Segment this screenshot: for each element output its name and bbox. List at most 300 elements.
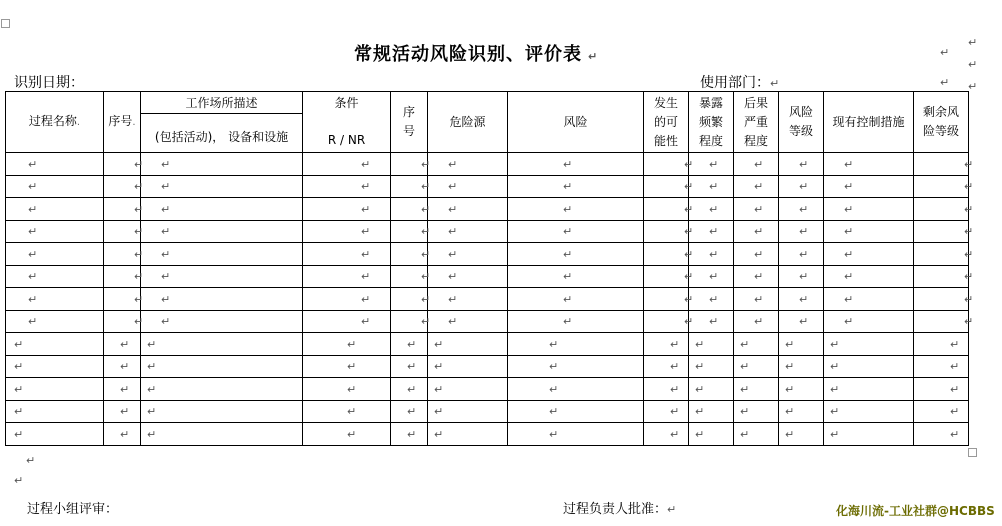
table-cell[interactable] [428, 423, 508, 446]
table-cell[interactable] [689, 378, 734, 401]
table-cell[interactable] [508, 153, 644, 176]
table-cell[interactable] [6, 423, 104, 446]
table-cell[interactable] [734, 220, 779, 243]
table-cell[interactable] [428, 355, 508, 378]
cell-paragraph-mark: ↵ [28, 270, 38, 284]
table-cell[interactable] [734, 265, 779, 288]
table-cell[interactable] [6, 378, 104, 401]
table-cell[interactable] [734, 198, 779, 221]
table-cell[interactable] [914, 400, 969, 423]
table-cell[interactable] [6, 333, 104, 356]
table-cell[interactable] [824, 153, 914, 176]
table-cell[interactable] [734, 243, 779, 266]
table-cell[interactable] [141, 355, 303, 378]
cell-paragraph-mark: ↵ [950, 405, 960, 419]
cell-paragraph-mark: ↵ [421, 202, 431, 216]
approver-label: 过程负责人批准：↵ [563, 502, 677, 517]
table-cell[interactable] [689, 400, 734, 423]
table-cell[interactable] [428, 378, 508, 401]
table-cell[interactable] [824, 288, 914, 311]
table-cell[interactable] [303, 355, 391, 378]
cell-paragraph-mark: ↵ [670, 405, 680, 419]
cell-paragraph-mark: ↵ [563, 315, 573, 329]
identify-date-label: 识别日期： [14, 75, 84, 91]
paragraph-mark: ↵ [968, 58, 978, 71]
cell-paragraph-mark: ↵ [120, 427, 130, 441]
table-cell[interactable] [644, 355, 689, 378]
header-likelihood: 发生 的可 能性 [644, 92, 689, 153]
cell-paragraph-mark: ↵ [844, 292, 854, 306]
cell-paragraph-mark: ↵ [134, 157, 144, 171]
table-cell[interactable] [104, 153, 144, 176]
header-residual: 剩余风 险等级 [914, 92, 969, 153]
table-row [6, 423, 969, 446]
cell-paragraph-mark: ↵ [695, 382, 705, 396]
table-cell[interactable] [508, 220, 644, 243]
cell-paragraph-mark: ↵ [421, 180, 431, 194]
cell-paragraph-mark: ↵ [684, 247, 694, 261]
table-cell[interactable] [391, 220, 431, 243]
table-cell[interactable] [6, 220, 104, 243]
table-cell[interactable] [644, 220, 694, 243]
table-cell[interactable] [689, 175, 734, 198]
cell-paragraph-mark: ↵ [709, 157, 719, 171]
table-cell[interactable] [6, 400, 104, 423]
table-cell[interactable] [689, 288, 734, 311]
table-cell[interactable] [104, 333, 141, 356]
cell-paragraph-mark: ↵ [407, 427, 417, 441]
table-cell[interactable] [391, 243, 431, 266]
table-cell[interactable] [141, 288, 303, 311]
cell-paragraph-mark: ↵ [28, 315, 38, 329]
cell-paragraph-mark: ↵ [14, 337, 24, 351]
cell-paragraph-mark: ↵ [695, 427, 705, 441]
table-cell[interactable] [104, 355, 141, 378]
cell-paragraph-mark: ↵ [549, 337, 559, 351]
table-cell[interactable] [141, 400, 303, 423]
table-cell[interactable] [428, 288, 508, 311]
table-cell[interactable] [914, 175, 974, 198]
table-cell[interactable] [141, 378, 303, 401]
table-cell[interactable] [428, 400, 508, 423]
table-cell[interactable] [914, 198, 974, 221]
table-cell[interactable] [104, 400, 141, 423]
table-cell[interactable] [104, 265, 144, 288]
cell-paragraph-mark: ↵ [161, 270, 171, 284]
table-cell[interactable] [428, 333, 508, 356]
table-row [6, 175, 969, 198]
risk-assessment-table [5, 91, 974, 446]
cell-paragraph-mark: ↵ [785, 405, 795, 419]
table-cell[interactable] [644, 378, 689, 401]
table-cell[interactable] [391, 333, 428, 356]
table-cell[interactable] [644, 333, 689, 356]
cell-paragraph-mark: ↵ [134, 270, 144, 284]
cell-paragraph-mark: ↵ [448, 315, 458, 329]
table-cell[interactable] [428, 310, 508, 333]
header-process-name: 过程名称. [6, 92, 104, 153]
paragraph-mark: ↵ [588, 50, 599, 63]
cell-paragraph-mark: ↵ [754, 180, 764, 194]
table-cell[interactable] [428, 175, 508, 198]
cell-paragraph-mark: ↵ [830, 405, 840, 419]
cell-paragraph-mark: ↵ [964, 292, 974, 306]
table-cell[interactable] [779, 333, 824, 356]
table-cell[interactable] [689, 355, 734, 378]
table-cell[interactable] [779, 310, 824, 333]
table-cell[interactable] [303, 243, 391, 266]
table-cell[interactable] [914, 310, 974, 333]
cell-paragraph-mark: ↵ [434, 360, 444, 374]
table-row [6, 378, 969, 401]
table-cell[interactable] [824, 423, 914, 446]
table-cell[interactable] [824, 355, 914, 378]
table-cell[interactable] [391, 400, 428, 423]
table-cell[interactable] [6, 243, 104, 266]
table-cell[interactable] [428, 243, 508, 266]
header-seq2: 序 号 [391, 92, 428, 153]
document-title [354, 40, 598, 66]
table-cell[interactable] [824, 333, 914, 356]
table-cell[interactable] [824, 310, 914, 333]
table-cell[interactable] [779, 378, 824, 401]
cell-paragraph-mark: ↵ [670, 337, 680, 351]
cell-paragraph-mark: ↵ [347, 360, 357, 374]
table-row [6, 400, 969, 423]
cell-paragraph-mark: ↵ [120, 382, 130, 396]
table-cell[interactable] [391, 378, 428, 401]
table-row [6, 355, 969, 378]
cell-paragraph-mark: ↵ [14, 427, 24, 441]
table-cell[interactable] [508, 243, 644, 266]
table-cell[interactable] [6, 198, 104, 221]
cell-paragraph-mark: ↵ [799, 292, 809, 306]
cell-paragraph-mark: ↵ [799, 270, 809, 284]
table-cell[interactable] [734, 355, 779, 378]
table-cell[interactable] [6, 265, 104, 288]
table-cell[interactable] [779, 220, 824, 243]
table-cell[interactable] [508, 288, 644, 311]
table-cell[interactable] [824, 243, 914, 266]
table-cell[interactable] [104, 378, 141, 401]
table-cell[interactable] [914, 423, 969, 446]
table-cell[interactable] [779, 243, 824, 266]
table-cell[interactable] [914, 153, 974, 176]
anchor-handle-icon[interactable] [1, 19, 10, 28]
table-cell[interactable] [779, 400, 824, 423]
table-cell[interactable] [779, 153, 824, 176]
table-cell[interactable] [689, 310, 734, 333]
table-cell[interactable] [914, 378, 969, 401]
table-cell[interactable] [689, 198, 734, 221]
header-workplace-line1: 工作场所描述 [141, 93, 302, 114]
table-cell[interactable] [689, 265, 734, 288]
table-cell[interactable] [428, 220, 508, 243]
cell-paragraph-mark: ↵ [709, 225, 719, 239]
cell-paragraph-mark: ↵ [28, 202, 38, 216]
table-cell[interactable] [644, 423, 689, 446]
table-cell[interactable] [6, 288, 104, 311]
cell-paragraph-mark: ↵ [964, 247, 974, 261]
cell-paragraph-mark: ↵ [754, 247, 764, 261]
table-cell[interactable] [508, 423, 644, 446]
cell-paragraph-mark: ↵ [785, 360, 795, 374]
cell-paragraph-mark: ↵ [28, 225, 38, 239]
cell-paragraph-mark: ↵ [695, 337, 705, 351]
table-cell[interactable] [141, 198, 303, 221]
paragraph-mark: ↵ [968, 80, 978, 93]
table-cell[interactable] [644, 243, 694, 266]
paragraph-mark: ↵ [968, 36, 978, 49]
table-resize-handle-icon[interactable] [968, 448, 977, 457]
cell-paragraph-mark: ↵ [347, 382, 357, 396]
table-row [6, 220, 969, 243]
table-cell[interactable] [303, 378, 391, 401]
table-cell[interactable] [689, 333, 734, 356]
table-cell[interactable] [141, 175, 303, 198]
table-cell[interactable] [689, 153, 734, 176]
table-cell[interactable] [824, 400, 914, 423]
cell-paragraph-mark: ↵ [347, 427, 357, 441]
cell-paragraph-mark: ↵ [14, 382, 24, 396]
table-cell[interactable] [689, 423, 734, 446]
table-cell[interactable] [689, 243, 734, 266]
table-row [6, 333, 969, 356]
table-cell[interactable] [644, 265, 694, 288]
table-cell[interactable] [914, 220, 974, 243]
cell-paragraph-mark: ↵ [799, 157, 809, 171]
cell-paragraph-mark: ↵ [28, 247, 38, 261]
cell-paragraph-mark: ↵ [740, 427, 750, 441]
cell-paragraph-mark: ↵ [448, 225, 458, 239]
table-cell[interactable] [391, 423, 428, 446]
cell-paragraph-mark: ↵ [421, 292, 431, 306]
cell-paragraph-mark: ↵ [147, 382, 157, 396]
table-cell[interactable] [391, 355, 428, 378]
cell-paragraph-mark: ↵ [695, 360, 705, 374]
table-cell[interactable] [734, 175, 779, 198]
table-cell[interactable] [104, 243, 144, 266]
cell-paragraph-mark: ↵ [120, 405, 130, 419]
cell-paragraph-mark: ↵ [407, 405, 417, 419]
cell-paragraph-mark: ↵ [563, 202, 573, 216]
cell-paragraph-mark: ↵ [670, 360, 680, 374]
cell-paragraph-mark: ↵ [950, 337, 960, 351]
table-cell[interactable] [824, 198, 914, 221]
cell-paragraph-mark: ↵ [28, 157, 38, 171]
table-cell[interactable] [104, 288, 144, 311]
table-cell[interactable] [303, 175, 391, 198]
cell-paragraph-mark: ↵ [709, 315, 719, 329]
table-cell[interactable] [141, 333, 303, 356]
cell-paragraph-mark: ↵ [830, 360, 840, 374]
table-cell[interactable] [824, 265, 914, 288]
header-risk: 风险 [508, 92, 644, 153]
table-cell[interactable] [104, 423, 141, 446]
table-cell[interactable] [391, 265, 431, 288]
table-cell[interactable] [141, 153, 303, 176]
table-cell[interactable] [303, 400, 391, 423]
cell-paragraph-mark: ↵ [563, 292, 573, 306]
table-cell[interactable] [428, 265, 508, 288]
table-cell[interactable] [104, 198, 144, 221]
cell-paragraph-mark: ↵ [361, 315, 371, 329]
table-cell[interactable] [689, 220, 734, 243]
table-cell[interactable] [104, 220, 144, 243]
cell-paragraph-mark: ↵ [684, 292, 694, 306]
table-cell[interactable] [914, 288, 974, 311]
table-cell[interactable] [303, 265, 391, 288]
table-cell[interactable] [508, 198, 644, 221]
cell-paragraph-mark: ↵ [785, 427, 795, 441]
table-cell[interactable] [508, 175, 644, 198]
table-cell[interactable] [391, 153, 431, 176]
cell-paragraph-mark: ↵ [740, 337, 750, 351]
cell-paragraph-mark: ↵ [844, 247, 854, 261]
table-cell[interactable] [141, 423, 303, 446]
cell-paragraph-mark: ↵ [120, 337, 130, 351]
table-cell[interactable] [141, 265, 303, 288]
table-cell[interactable] [734, 153, 779, 176]
cell-paragraph-mark: ↵ [830, 337, 840, 351]
table-cell[interactable] [734, 310, 779, 333]
table-cell[interactable] [644, 310, 694, 333]
table-cell[interactable] [303, 288, 391, 311]
cell-paragraph-mark: ↵ [785, 337, 795, 351]
table-cell[interactable] [644, 198, 694, 221]
cell-paragraph-mark: ↵ [448, 247, 458, 261]
table-cell[interactable] [428, 153, 508, 176]
table-cell[interactable] [104, 175, 144, 198]
table-cell[interactable] [303, 423, 391, 446]
table-cell[interactable] [824, 378, 914, 401]
header-workplace [141, 92, 303, 153]
table-cell[interactable] [644, 400, 689, 423]
cell-paragraph-mark: ↵ [844, 270, 854, 284]
cell-paragraph-mark: ↵ [134, 292, 144, 306]
header-severity: 后果 严重 程度 [734, 92, 779, 153]
table-cell[interactable] [734, 378, 779, 401]
cell-paragraph-mark: ↵ [161, 157, 171, 171]
cell-paragraph-mark: ↵ [361, 225, 371, 239]
cell-paragraph-mark: ↵ [709, 270, 719, 284]
table-cell[interactable] [644, 153, 694, 176]
cell-paragraph-mark: ↵ [754, 202, 764, 216]
cell-paragraph-mark: ↵ [844, 315, 854, 329]
table-cell[interactable] [914, 243, 974, 266]
table-cell[interactable] [508, 265, 644, 288]
cell-paragraph-mark: ↵ [684, 225, 694, 239]
cell-paragraph-mark: ↵ [407, 360, 417, 374]
cell-paragraph-mark: ↵ [754, 270, 764, 284]
table-cell[interactable] [141, 310, 303, 333]
cell-paragraph-mark: ↵ [161, 225, 171, 239]
table-cell[interactable] [6, 355, 104, 378]
table-cell[interactable] [6, 153, 104, 176]
cell-paragraph-mark: ↵ [964, 315, 974, 329]
table-cell[interactable] [779, 423, 824, 446]
table-cell[interactable] [824, 175, 914, 198]
header-workplace-line2: (包括活动)， 设备和设施 [154, 129, 289, 144]
table-cell[interactable] [303, 153, 391, 176]
cell-paragraph-mark: ↵ [134, 180, 144, 194]
table-cell[interactable] [779, 198, 824, 221]
table-cell[interactable] [914, 265, 974, 288]
cell-paragraph-mark: ↵ [799, 247, 809, 261]
table-cell[interactable] [508, 355, 644, 378]
table-cell[interactable] [734, 288, 779, 311]
table-cell[interactable] [303, 310, 391, 333]
table-cell[interactable] [508, 378, 644, 401]
table-cell[interactable] [428, 198, 508, 221]
table-cell[interactable] [779, 175, 824, 198]
cell-paragraph-mark: ↵ [830, 427, 840, 441]
cell-paragraph-mark: ↵ [964, 157, 974, 171]
table-cell[interactable] [914, 333, 969, 356]
cell-paragraph-mark: ↵ [361, 292, 371, 306]
cell-paragraph-mark: ↵ [709, 180, 719, 194]
table-cell[interactable] [104, 310, 144, 333]
table-cell[interactable] [734, 333, 779, 356]
table-cell[interactable] [508, 333, 644, 356]
table-cell[interactable] [508, 400, 644, 423]
table-cell[interactable] [303, 333, 391, 356]
cell-paragraph-mark: ↵ [134, 247, 144, 261]
table-cell[interactable] [644, 288, 694, 311]
cell-paragraph-mark: ↵ [799, 202, 809, 216]
cell-paragraph-mark: ↵ [347, 405, 357, 419]
table-cell[interactable] [391, 175, 431, 198]
cell-paragraph-mark: ↵ [448, 292, 458, 306]
cell-paragraph-mark: ↵ [844, 225, 854, 239]
table-cell[interactable] [391, 310, 431, 333]
table-cell[interactable] [141, 243, 303, 266]
table-cell[interactable] [644, 175, 694, 198]
table-cell[interactable] [6, 175, 104, 198]
table-cell[interactable] [734, 400, 779, 423]
cell-paragraph-mark: ↵ [549, 405, 559, 419]
table-cell[interactable] [734, 423, 779, 446]
table-cell[interactable] [508, 310, 644, 333]
cell-paragraph-mark: ↵ [799, 315, 809, 329]
table-cell[interactable] [6, 310, 104, 333]
cell-paragraph-mark: ↵ [549, 382, 559, 396]
group-review-label: 过程小组评审： [27, 502, 119, 517]
table-cell[interactable] [779, 288, 824, 311]
cell-paragraph-mark: ↵ [147, 360, 157, 374]
cell-paragraph-mark: ↵ [161, 292, 171, 306]
table-cell[interactable] [303, 198, 391, 221]
table-cell[interactable] [914, 355, 969, 378]
table-cell[interactable] [391, 198, 431, 221]
cell-paragraph-mark: ↵ [147, 405, 157, 419]
cell-paragraph-mark: ↵ [407, 337, 417, 351]
cell-paragraph-mark: ↵ [434, 427, 444, 441]
table-cell[interactable] [824, 220, 914, 243]
title-text: 常规活动风险识别、评价表 [354, 44, 582, 65]
cell-paragraph-mark: ↵ [448, 180, 458, 194]
cell-paragraph-mark: ↵ [407, 382, 417, 396]
table-cell[interactable] [779, 355, 824, 378]
table-cell[interactable] [779, 265, 824, 288]
table-cell[interactable] [391, 288, 431, 311]
table-cell[interactable] [141, 220, 303, 243]
table-cell[interactable] [303, 220, 391, 243]
cell-paragraph-mark: ↵ [421, 270, 431, 284]
table-row [6, 153, 969, 176]
cell-paragraph-mark: ↵ [844, 157, 854, 171]
cell-paragraph-mark: ↵ [14, 405, 24, 419]
